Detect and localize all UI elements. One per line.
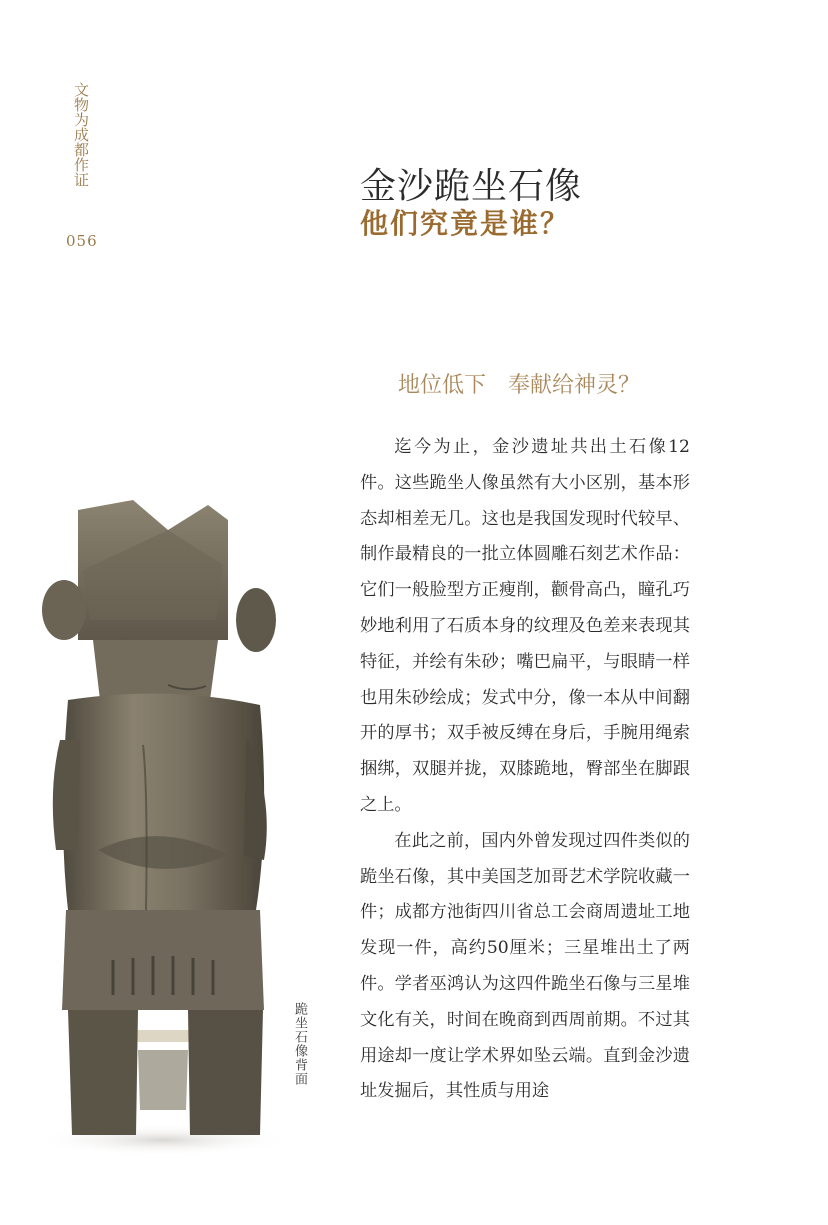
body-paragraph-1: 迄今为止，金沙遗址共出土石像12件。这些跪坐人像虽然有大小区别，基本形态却相差无几。这也是我国发现时代较早、制作最精良的一批立体圆雕石刻艺术作品：它们一般脸型方正瘦削，颧骨高凸，瞳孔巧妙地利用了石质本身的纹理及色差来表现其特征，并绘有朱砂；嘴巴扁平，与眼睛一样也用朱砂绘成；发式中分，像一本从中间翻开的厚书；双手被反缚在身后，手腕用绳索捆绑，双腿并拢，双膝跪地，臀部坐在脚跟之上。 — [360, 437, 690, 815]
page-number: 056 — [66, 232, 98, 250]
section-heading-part1: 地位低下 — [398, 373, 487, 398]
body-text — [360, 430, 690, 1110]
stone-statue-illustration — [38, 490, 288, 1155]
stone-statue-photo — [38, 490, 288, 1155]
figure-caption: 跪坐石像背面 — [292, 1002, 307, 1086]
section-heading-part2: 奉献给神灵？ — [508, 373, 641, 398]
article-title: 金沙跪坐石像 — [360, 166, 583, 207]
section-heading — [398, 368, 640, 399]
body-paragraph-2: 在此之前，国内外曾发现过四件类似的跪坐石像，其中美国芝加哥艺术学院收藏一件；成都方池街四川省总工会商周遗址工地发现一件，高约50厘米；三星堆出土了两件。学者巫鸿认为这四件跪坐石像与三星堆文化有关，时间在晚商到西周前期。不过其用途却一度让学术界如坠云端。直到金沙遗址发掘后，其性质与用途 — [360, 830, 690, 1102]
series-title: 文物为成都作证 — [72, 82, 90, 187]
article-subtitle: 他们究竟是谁？ — [360, 207, 571, 240]
